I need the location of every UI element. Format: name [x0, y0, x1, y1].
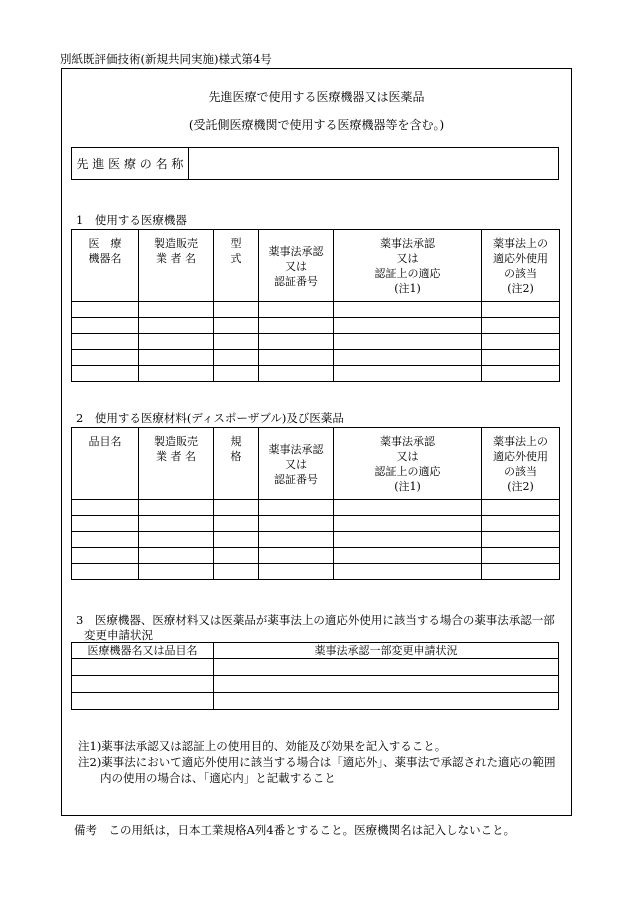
s3-cell[interactable] [214, 693, 559, 710]
form-title: 先進医療で使用する医療機器又は医薬品 [208, 90, 425, 104]
s2-col-item-name: 品目名 [72, 428, 139, 500]
s1-cell[interactable] [482, 366, 560, 382]
s2-cell[interactable] [72, 500, 139, 516]
s1-col-offlabel: 薬事法上の 適応外使用 の該当 (注2) [482, 230, 560, 302]
s1-cell[interactable] [334, 302, 482, 318]
s1-cell[interactable] [72, 318, 139, 334]
s2-cell[interactable] [139, 532, 214, 548]
s2-cell[interactable] [139, 500, 214, 516]
s3-col-application-status: 薬事法承認一部変更申請状況 [214, 643, 559, 659]
s2-col-approved-indication: 薬事法承認 又は 認証上の適応 (注1) [334, 428, 482, 500]
s1-cell[interactable] [482, 318, 560, 334]
s2-cell[interactable] [482, 532, 560, 548]
s2-cell[interactable] [259, 564, 334, 580]
s1-row [72, 350, 560, 366]
s1-cell[interactable] [259, 302, 334, 318]
section3-table [71, 642, 559, 710]
tech-name-label: 先 進 医 療 の 名 称 [72, 148, 189, 180]
s2-cell[interactable] [139, 548, 214, 564]
s2-cell[interactable] [259, 516, 334, 532]
s2-col-spec: 規 格 [214, 428, 259, 500]
s3-cell[interactable] [72, 659, 214, 676]
s2-cell[interactable] [334, 564, 482, 580]
s2-row [72, 532, 560, 548]
s1-cell[interactable] [334, 366, 482, 382]
s2-cell[interactable] [214, 532, 259, 548]
s1-cell[interactable] [259, 334, 334, 350]
s1-cell[interactable] [214, 318, 259, 334]
s1-row [72, 318, 560, 334]
tech-name-field[interactable] [189, 148, 559, 180]
section2-table [71, 427, 560, 580]
s2-cell[interactable] [259, 532, 334, 548]
s2-cell[interactable] [482, 564, 560, 580]
s1-cell[interactable] [259, 350, 334, 366]
s2-cell[interactable] [334, 500, 482, 516]
s2-cell[interactable] [139, 564, 214, 580]
s1-row [72, 334, 560, 350]
s3-cell[interactable] [214, 676, 559, 693]
s1-cell[interactable] [214, 302, 259, 318]
note-1: 注1)薬事法承認又は認証上の使用目的、効能及び効果を記入すること。 [78, 739, 447, 753]
s3-row [72, 676, 559, 693]
s1-col-manufacturer: 製造販売 業 者 名 [139, 230, 214, 302]
s1-cell[interactable] [139, 302, 214, 318]
s2-cell[interactable] [259, 500, 334, 516]
s1-cell[interactable] [72, 366, 139, 382]
s2-cell[interactable] [72, 516, 139, 532]
s2-cell[interactable] [214, 500, 259, 516]
s1-cell[interactable] [139, 334, 214, 350]
s1-row [72, 302, 560, 318]
footer-remark: 備考 この用紙は，日本工業規格A列4番とすること。医療機関名は記入しないこと。 [74, 823, 516, 837]
s2-row [72, 564, 560, 580]
s1-cell[interactable] [72, 334, 139, 350]
s2-cell[interactable] [72, 548, 139, 564]
s1-cell[interactable] [482, 302, 560, 318]
s1-cell[interactable] [72, 302, 139, 318]
s1-cell[interactable] [482, 350, 560, 366]
s3-col-item-name: 医療機器名又は品目名 [72, 643, 214, 659]
s1-cell[interactable] [139, 318, 214, 334]
s2-col-offlabel: 薬事法上の 適応外使用 の該当 (注2) [482, 428, 560, 500]
s3-row [72, 659, 559, 676]
s2-cell[interactable] [214, 564, 259, 580]
s2-row [72, 516, 560, 532]
section2-heading: 2 使用する医療材料(ディスポーザブル)及び医薬品 [76, 411, 344, 425]
s2-cell[interactable] [482, 548, 560, 564]
s2-cell[interactable] [72, 532, 139, 548]
section3-heading-line2: 変更申請状況 [84, 628, 153, 642]
s3-cell[interactable] [72, 676, 214, 693]
s1-cell[interactable] [139, 350, 214, 366]
section1-table [71, 229, 560, 382]
s3-row [72, 693, 559, 710]
s1-cell[interactable] [259, 318, 334, 334]
s2-cell[interactable] [334, 532, 482, 548]
s2-row [72, 548, 560, 564]
s2-col-manufacturer: 製造販売 業 者 名 [139, 428, 214, 500]
s1-col-approved-indication: 薬事法承認 又は 認証上の適応 (注1) [334, 230, 482, 302]
s2-col-approval-number: 薬事法承認 又は 認証番号 [259, 428, 334, 500]
s1-cell[interactable] [72, 350, 139, 366]
s2-cell[interactable] [334, 548, 482, 564]
section3-heading-line1: 3 医療機器、医療材料又は医薬品が薬事法上の適応外使用に該当する場合の薬事法承認一部 [76, 613, 555, 627]
s1-cell[interactable] [214, 350, 259, 366]
s1-cell[interactable] [482, 334, 560, 350]
s1-cell[interactable] [334, 318, 482, 334]
s2-cell[interactable] [214, 548, 259, 564]
s1-col-device-name: 医 療 機器名 [72, 230, 139, 302]
s1-col-model: 型 式 [214, 230, 259, 302]
s2-cell[interactable] [482, 516, 560, 532]
s2-cell[interactable] [214, 516, 259, 532]
s2-cell[interactable] [259, 548, 334, 564]
note-2-line1: 注2)薬事法において適応外使用に該当する場合は「適応外」、薬事法で承認された適応の範囲 [78, 755, 556, 769]
s1-cell[interactable] [214, 334, 259, 350]
s1-cell[interactable] [139, 366, 214, 382]
s3-cell[interactable] [214, 659, 559, 676]
s1-cell[interactable] [214, 366, 259, 382]
s1-col-approval-number: 薬事法承認 又は 認証番号 [259, 230, 334, 302]
form-subtitle: (受託側医療機関で使用する医療機器等を含む。) [188, 118, 445, 132]
s3-cell[interactable] [72, 693, 214, 710]
s2-cell[interactable] [72, 564, 139, 580]
s2-cell[interactable] [334, 516, 482, 532]
section1-heading: 1 使用する医療機器 [76, 213, 187, 227]
s2-cell[interactable] [139, 516, 214, 532]
s2-cell[interactable] [482, 500, 560, 516]
s1-cell[interactable] [259, 366, 334, 382]
s1-row [72, 366, 560, 382]
header-note: 別紙既評価技術(新規共同実施)様式第4号 [60, 52, 272, 66]
s2-row [72, 500, 560, 516]
tech-name-table [71, 147, 559, 180]
s1-cell[interactable] [334, 350, 482, 366]
note-2-line2: 内の使用の場合は、「適応内」と記載すること [100, 771, 336, 785]
s1-cell[interactable] [334, 334, 482, 350]
